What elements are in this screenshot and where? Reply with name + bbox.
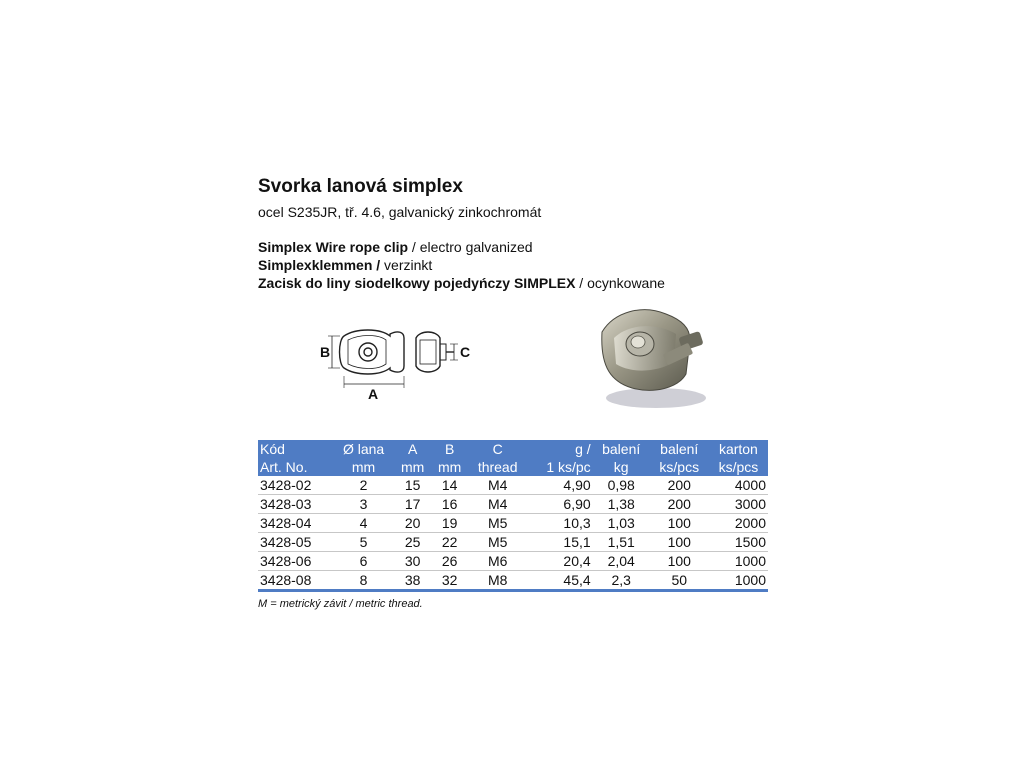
cell-b: 32 [431,571,468,591]
cell-code: 3428-02 [258,476,333,495]
spec-table [258,440,768,592]
cell-weight: 45,4 [527,571,592,591]
cell-code: 3428-03 [258,495,333,514]
photo-shadow [606,388,706,408]
cell-b: 22 [431,533,468,552]
cell-weight: 10,3 [527,514,592,533]
header-pack-pcs: balení [660,441,699,457]
header-unit: mm [400,459,425,475]
cell-code: 3428-05 [258,533,333,552]
cell-b: 14 [431,476,468,495]
cell-b: 16 [431,495,468,514]
cell-code: 3428-08 [258,571,333,591]
cell-weight: 15,1 [527,533,592,552]
cell-carton: 2000 [709,514,768,533]
cell-rope-diameter: 3 [333,495,394,514]
cell-code: 3428-04 [258,514,333,533]
cell-carton: 1500 [709,533,768,552]
cell-weight: 20,4 [527,552,592,571]
cell-pack-pcs: 100 [650,514,709,533]
spec-table-wrap [258,440,768,592]
cell-c: M8 [468,571,527,591]
cell-pack-kg: 0,98 [593,476,650,495]
cell-a: 38 [394,571,431,591]
table-header-row-1 [258,440,768,458]
translations [258,238,770,292]
product-sheet [258,176,770,418]
cell-c: M5 [468,533,527,552]
table-row [258,514,768,533]
clip-bolt [631,336,645,348]
table-row [258,533,768,552]
dimension-label-b: B [320,344,331,360]
header-unit: ks/pcs [718,459,759,475]
product-photo [594,294,714,414]
table-row [258,552,768,571]
translation-de: Simplexklemmen / verzinkt [258,257,433,273]
translation-en: Simplex Wire rope clip / electro galvanized [258,239,533,255]
table-row [258,571,768,591]
header-a: A [407,441,418,457]
cell-carton: 3000 [709,495,768,514]
cell-a: 30 [394,552,431,571]
header-rope-diameter: Ø lana [342,441,385,457]
cell-rope-diameter: 2 [333,476,394,495]
cell-pack-kg: 1,51 [593,533,650,552]
cell-rope-diameter: 5 [333,533,394,552]
product-subtitle: ocel S235JR, tř. 4.6, galvanický zinkochromát [258,204,542,220]
header-c: C [492,441,503,457]
header-unit: thread [477,459,518,475]
header-unit: mm [437,459,462,475]
header-art-no: Art. No. [260,459,308,475]
header-b: B [444,441,455,457]
cell-pack-pcs: 200 [650,476,709,495]
translation-pl: Zacisk do liny siodelkowy pojedyńczy SIMPLEX / ocynkowane [258,275,665,291]
figures [258,292,770,418]
cell-a: 25 [394,533,431,552]
cell-weight: 4,90 [527,476,592,495]
cell-carton: 1000 [709,571,768,591]
header-carton: karton [718,441,758,457]
cell-pack-pcs: 200 [650,495,709,514]
dimension-label-c: C [460,344,471,360]
cell-a: 20 [394,514,431,533]
dimension-label-a: A [368,386,379,400]
clip-front-view [416,332,458,372]
header-unit: 1 ks/pc [546,459,591,475]
cell-rope-diameter: 6 [333,552,394,571]
header-code: Kód [260,441,285,457]
cell-pack-kg: 2,3 [593,571,650,591]
cell-carton: 1000 [709,552,768,571]
header-weight: g / [575,441,591,457]
cell-pack-pcs: 100 [650,533,709,552]
cell-pack-kg: 1,03 [593,514,650,533]
cell-c: M6 [468,552,527,571]
header-unit: mm [351,459,376,475]
header-unit: kg [613,459,629,475]
cell-pack-pcs: 50 [650,571,709,591]
product-title: Svorka lanová simplex [258,176,463,197]
table-header-row-2 [258,458,768,476]
cell-c: M4 [468,476,527,495]
cell-weight: 6,90 [527,495,592,514]
cell-code: 3428-06 [258,552,333,571]
cell-pack-kg: 2,04 [593,552,650,571]
cell-rope-diameter: 4 [333,514,394,533]
cell-carton: 4000 [709,476,768,495]
cell-c: M5 [468,514,527,533]
footnote: M = metrický závit / metric thread. [258,598,423,610]
cell-c: M4 [468,495,527,514]
header-unit: ks/pcs [659,459,700,475]
cell-a: 15 [394,476,431,495]
cell-pack-kg: 1,38 [593,495,650,514]
cell-a: 17 [394,495,431,514]
cell-b: 19 [431,514,468,533]
cell-rope-diameter: 8 [333,571,394,591]
cell-b: 26 [431,552,468,571]
clip-side-view [328,330,404,388]
table-row [258,476,768,495]
header-pack-kg: balení [602,441,641,457]
technical-drawing [320,320,480,400]
table-row [258,495,768,514]
cell-pack-pcs: 100 [650,552,709,571]
